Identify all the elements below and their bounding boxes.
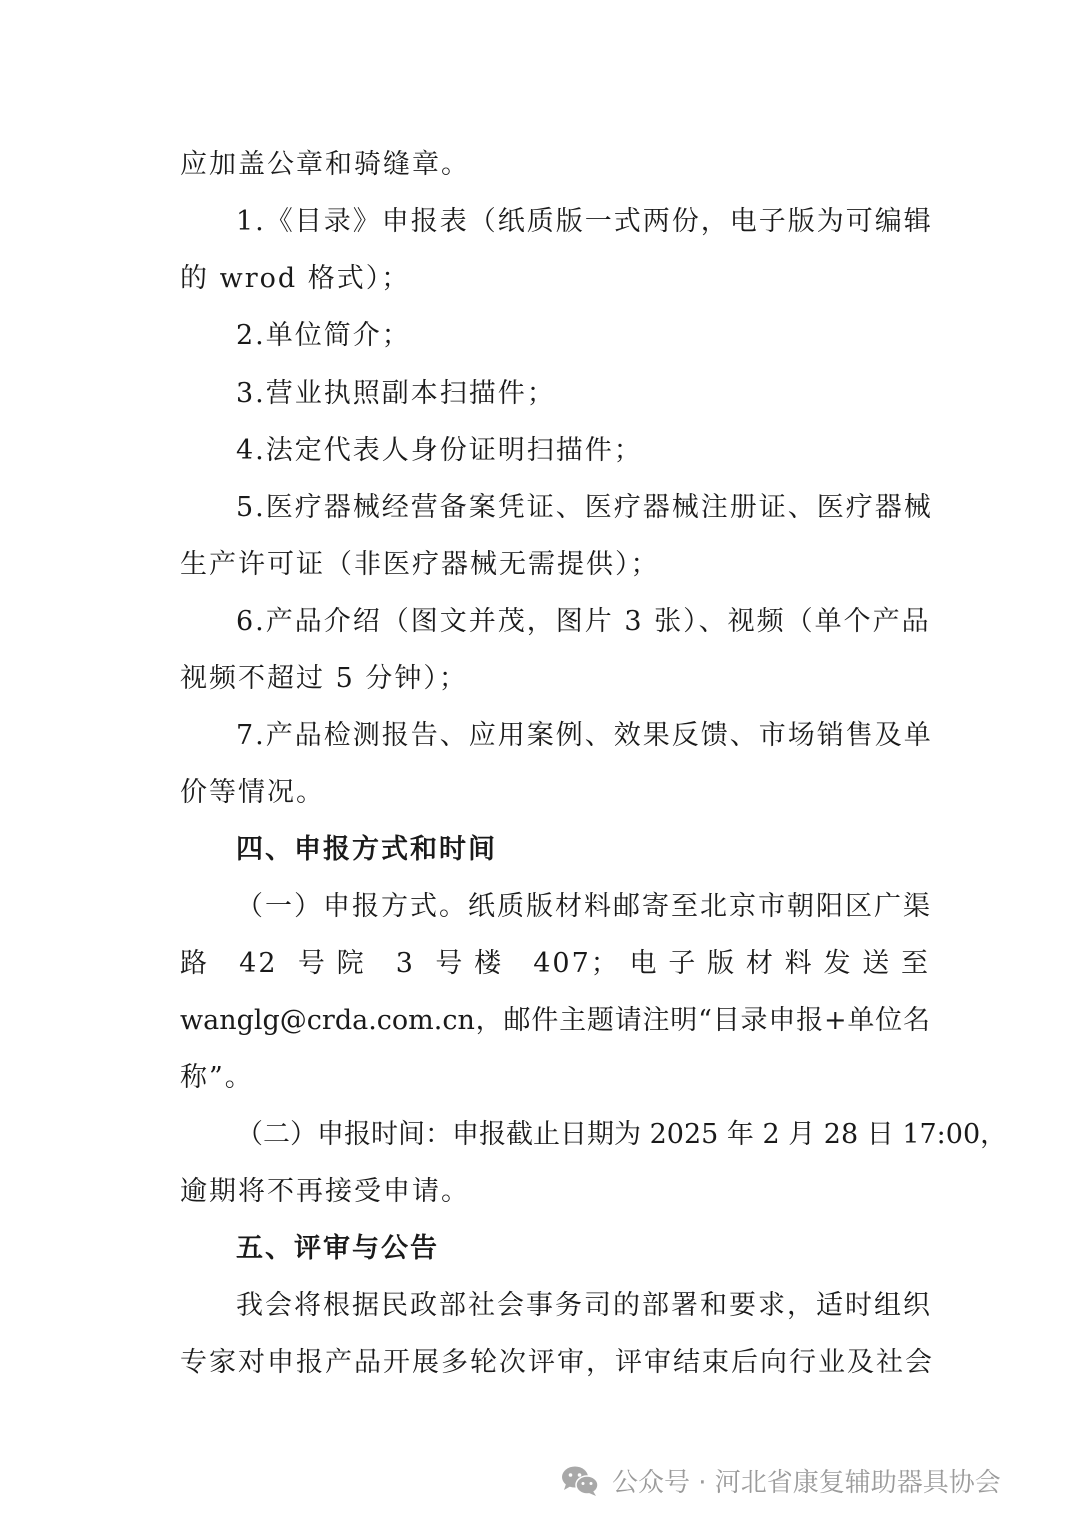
body-line: 专家对申报产品开展多轮次评审，评审结束后向行业及社会 <box>180 1347 934 1378</box>
list-item-3: 3.营业执照副本扫描件； <box>236 378 556 409</box>
list-item-6: 6.产品介绍（图文并茂，图片 3 张）、视频（单个产品 <box>236 606 931 637</box>
body-line: 价等情况。 <box>180 777 325 808</box>
body-line: 逾期将不再接受申请。 <box>180 1176 470 1207</box>
list-item-1: 1.《目录》申报表（纸质版一式两份，电子版为可编辑 <box>236 206 933 237</box>
deadline-line: （二）申报时间：申报截止日期为 2025 年 2 月 28 日 17:00， <box>236 1119 1008 1150</box>
section-heading-4: 四、申报方式和时间 <box>236 834 497 865</box>
watermark <box>560 1462 1001 1499</box>
section-heading-5: 五、评审与公告 <box>236 1233 439 1264</box>
body-line: 应加盖公章和骑缝章。 <box>180 149 470 180</box>
list-item-7: 7.产品检测报告、应用案例、效果反馈、市场销售及单 <box>236 720 933 751</box>
body-line: （一）申报方式。纸质版材料邮寄至北京市朝阳区广渠 <box>236 891 932 922</box>
body-line: 的 wrod 格式）； <box>180 263 411 294</box>
wechat-icon <box>560 1465 600 1497</box>
body-line: 路 42 号院 3 号楼 407；电子版材料发送至 <box>180 948 930 979</box>
list-item-2: 2.单位简介； <box>236 320 411 351</box>
list-item-4: 4.法定代表人身份证明扫描件； <box>236 435 643 466</box>
body-line: 生产许可证（非医疗器械无需提供）； <box>180 549 660 580</box>
body-line: 视频不超过 5 分钟）； <box>180 663 468 694</box>
list-item-5: 5.医疗器械经营备案凭证、医疗器械注册证、医疗器械 <box>236 492 933 523</box>
watermark-text: 公众号 · 河北省康复辅助器具协会 <box>612 1468 1001 1498</box>
body-line: 称”。 <box>180 1062 254 1093</box>
body-line: 我会将根据民政部社会事务司的部署和要求，适时组织 <box>236 1290 932 1321</box>
email-line: wanglg@crda.com.cn，邮件主题请注明“目录申报+单位名 <box>180 1005 930 1036</box>
